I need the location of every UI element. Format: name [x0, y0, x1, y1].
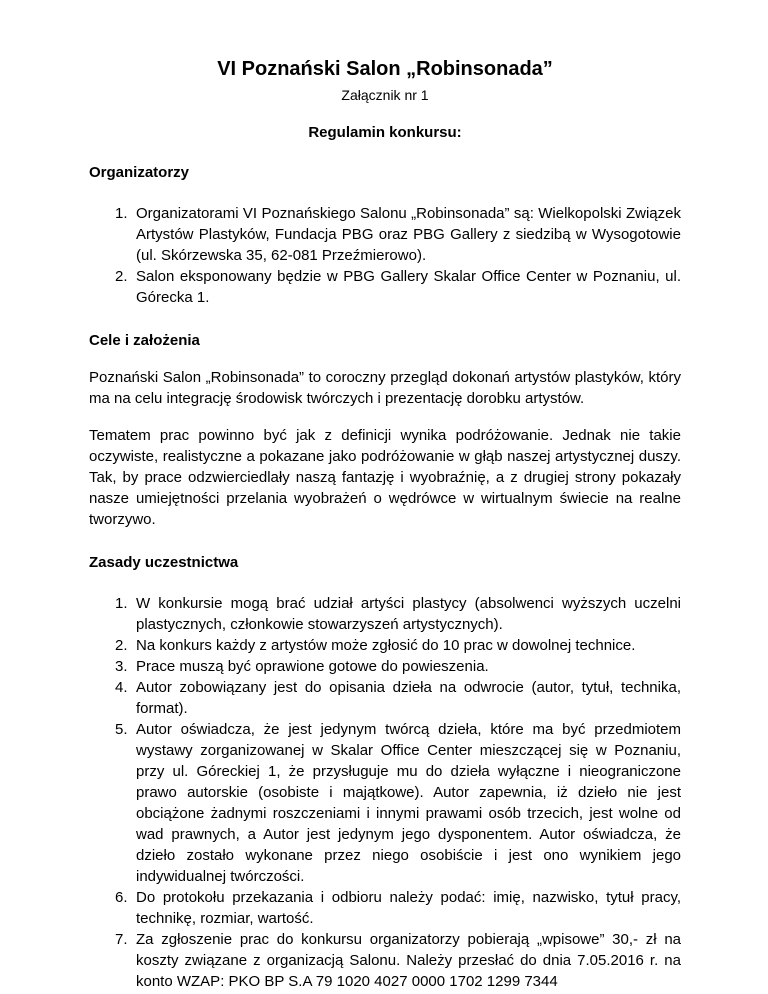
- section-heading-organizers: Organizatorzy: [89, 164, 190, 181]
- list-item-text: Salon eksponowany będzie w PBG Gallery Skalar Office Center w Poznaniu, ul. Górecka 1.: [136, 268, 681, 306]
- section-heading-participation: Zasady uczestnictwa: [89, 554, 239, 571]
- list-item-text: Za zgłoszenie prac do konkursu organizatorzy pobierają „wpisowe” 30,- zł na koszty związane z organizacją Salonu. Należy przesłać do dnia 7.05.2016 r. na konto WZAP: PKO BP S.A 79 1020 4027 0000 1702 1299 7344: [136, 931, 681, 990]
- participation-rules-list: [89, 593, 681, 992]
- list-item-text: W konkursie mogą brać udział artyści plastycy (absolwenci wyższych uczelni plastycznych, członkowie stowarzyszeń artystycznych).: [136, 595, 681, 633]
- list-item: [89, 593, 681, 635]
- list-item-number: 2.: [115, 268, 128, 285]
- list-item-text: Autor zobowiązany jest do opisania dzieła na odwrocie (autor, tytuł, technika, format).: [136, 679, 681, 717]
- list-item: [89, 266, 681, 308]
- list-item: [89, 887, 681, 929]
- list-item: [89, 656, 681, 677]
- list-item-text: Prace muszą być oprawione gotowe do powieszenia.: [136, 658, 489, 675]
- list-item-number: 2.: [115, 637, 128, 654]
- document-subtitle: Załącznik nr 1: [341, 87, 429, 103]
- document-title: VI Poznański Salon „Robinsonada”: [217, 58, 553, 80]
- goals-paragraph-2: Tematem prac powinno być jak z definicji wynika podróżowanie. Jednak nie takie oczywiste, realistyczne a pokazane jako podróżowanie w głąb naszej artystycznej duszy. Tak, by prace odzwierciedlały naszą fantazję i wyobraźnię, a z drugiej strony pokazały nasze umiejętności przelania wyobrażeń o wędrówce w wirtualnym świecie na realne tworzywo.: [89, 427, 681, 528]
- list-item-number: 1.: [115, 595, 128, 612]
- list-item: [89, 719, 681, 887]
- list-item-text: Do protokołu przekazania i odbioru należy podać: imię, nazwisko, tytuł pracy, technikę, rozmiar, wartość.: [136, 889, 681, 927]
- organizers-list: [89, 203, 681, 308]
- section-heading-goals: Cele i założenia: [89, 332, 200, 349]
- list-item: [89, 929, 681, 992]
- list-item-number: 5.: [115, 721, 128, 738]
- goals-paragraph-1: Poznański Salon „Robinsonada” to coroczny przegląd dokonań artystów plastyków, który ma na celu integrację środowisk twórczych i prezentację dorobku artystów.: [89, 369, 681, 407]
- list-item-number: 4.: [115, 679, 128, 696]
- list-item-number: 7.: [115, 931, 128, 948]
- list-item-number: 1.: [115, 205, 128, 222]
- list-item: [89, 677, 681, 719]
- list-item-number: 3.: [115, 658, 128, 675]
- list-item-number: 6.: [115, 889, 128, 906]
- regulations-heading: Regulamin konkursu:: [308, 124, 462, 141]
- document-page: [89, 56, 681, 992]
- list-item-text: Autor oświadcza, że jest jedynym twórcą dzieła, które ma być przedmiotem wystawy zorganizowanej w Skalar Office Center mieszczącej się w Poznaniu, przy ul. Góreckiej 1, że przysługuje mu do dzieła wyłączne i nieograniczone prawo autorskie (osobiste i majątkowe). Autor zapewnia, iż dzieło nie jest obciążone żadnymi roszczeniami i innymi prawami osób trzecich, jest wolne od wad prawnych, a Autor jest jedynym jego dysponentem. Autor oświadcza, że dzieło zostało wykonane przez niego osobiście i jest ono wynikiem jego indywidualnej twórczości.: [136, 721, 681, 885]
- list-item-text: Organizatorami VI Poznańskiego Salonu „Robinsonada” są: Wielkopolski Związek Artystów Plastyków, Fundacja PBG oraz PBG Gallery z siedzibą w Wysogotowie (ul. Skórzewska 35, 62-081 Przeźmierowo).: [136, 205, 681, 264]
- list-item-text: Na konkurs każdy z artystów może zgłosić do 10 prac w dowolnej technice.: [136, 637, 636, 654]
- list-item: [89, 635, 681, 656]
- list-item: [89, 203, 681, 266]
